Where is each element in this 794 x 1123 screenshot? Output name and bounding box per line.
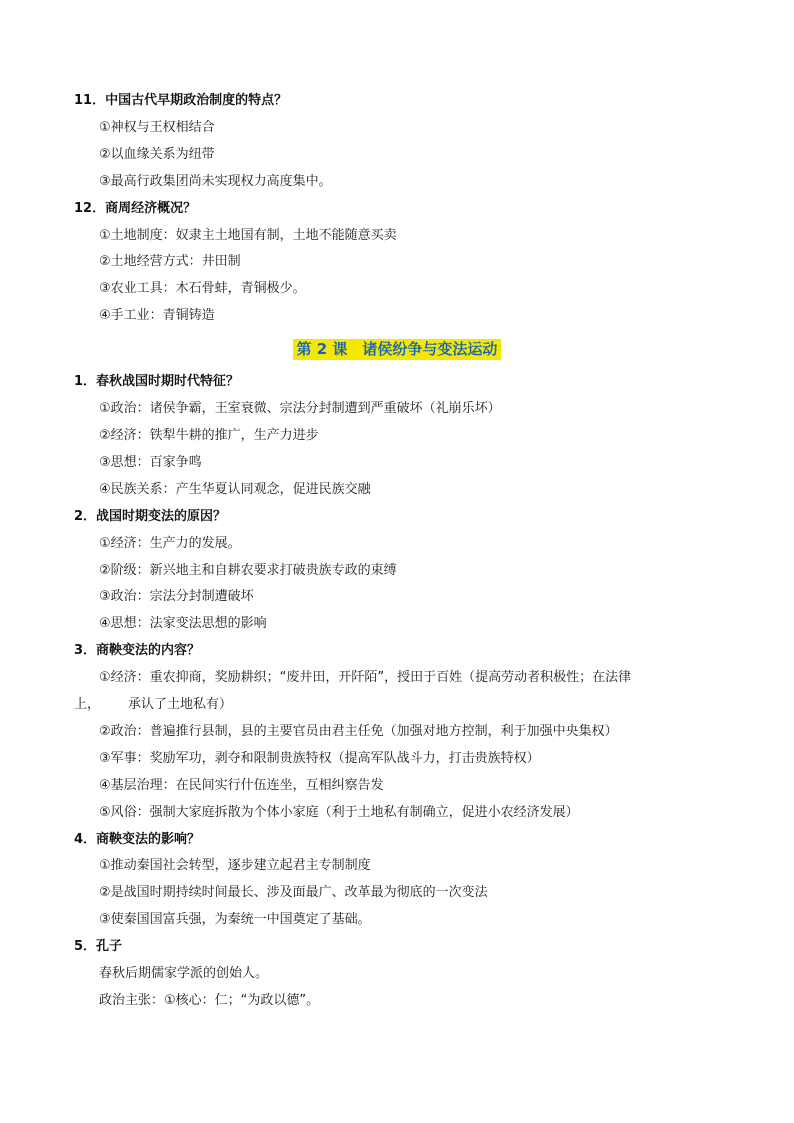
answer-line: ③农业工具：木石骨蚌，青铜极少。: [99, 281, 306, 296]
answer-line: ②土地经营方式：井田制: [99, 254, 241, 269]
answer-line: ④基层治理：在民间实行什伍连坐，互相纠察告发: [99, 778, 384, 793]
question-heading: 12．商周经济概况？: [74, 201, 197, 216]
answer-line: ⑤风俗：强制大家庭拆散为个体小家庭（利于土地私有制确立，促进小农经济发展）: [99, 805, 579, 820]
answer-line: ②经济：铁犁牛耕的推广，生产力进步: [99, 428, 319, 443]
answer-line: ②以血缘关系为纽带: [99, 147, 215, 162]
answer-line: ①神权与王权相结合: [99, 120, 215, 135]
answer-line: ④思想：法家变法思想的影响: [99, 616, 267, 631]
answer-line: ①推动秦国社会转型，逐步建立起君主专制制度: [99, 858, 371, 873]
answer-line: ③军事：奖励军功，剥夺和限制贵族特权（提高军队战斗力，打击贵族特权）: [99, 751, 540, 766]
answer-line-rest: 承认了土地私有）: [128, 697, 233, 712]
answer-line: ③使秦国国富兵强，为秦统一中国奠定了基础。: [99, 912, 371, 927]
question-heading: 3．商鞅变法的内容？: [74, 643, 201, 658]
answer-line: ②是战国时期持续时间最长、涉及面最广、改革最为彻底的一次变法: [99, 885, 488, 900]
answer-line: ③政治：宗法分封制遭破坏: [99, 589, 254, 604]
answer-line: ③思想：百家争鸣: [99, 455, 202, 470]
lesson-title: [0, 339, 794, 359]
answer-line: 春秋后期儒家学派的创始人。: [99, 966, 269, 981]
answer-line: ①土地制度：奴隶主土地国有制，土地不能随意买卖: [99, 228, 397, 243]
answer-line: ③最高行政集团尚未实现权力高度集中。: [99, 174, 332, 189]
answer-line: ①经济：生产力的发展。: [99, 536, 241, 551]
question-heading: 1．春秋战国时期时代特征？: [74, 374, 240, 389]
question-heading: 11．中国古代早期政治制度的特点？: [74, 93, 288, 108]
answer-line: 政治主张：①核心：仁；“为政以德”。: [99, 993, 320, 1008]
answer-line: ②政治：普遍推行县制，县的主要官员由君主任免（加强对地方控制，利于加强中央集权）: [99, 724, 618, 739]
question-heading: 4．商鞅变法的影响？: [74, 832, 201, 847]
answer-line-prefix: 上，: [74, 697, 101, 712]
answer-line: ②阶级：新兴地主和自耕农要求打破贵族专政的束缚: [99, 563, 397, 578]
question-heading: 5．孔子: [74, 939, 123, 954]
answer-line: ④民族关系：产生华夏认同观念，促进民族交融: [99, 482, 371, 497]
answer-line-continued: [74, 697, 232, 713]
answer-line: ④手工业：青铜铸造: [99, 308, 215, 323]
lesson-title-text: 第 2 课 诸侯纷争与变法运动: [293, 339, 502, 360]
answer-line: ①政治：诸侯争霸，王室衰微、宗法分封制遭到严重破坏（礼崩乐坏）: [99, 401, 501, 416]
answer-line: ①经济：重农抑商，奖励耕织；“废井田，开阡陌”，授田于百姓（提高劳动者积极性；在法律: [99, 670, 632, 685]
question-heading: 2．战国时期变法的原因？: [74, 509, 227, 524]
